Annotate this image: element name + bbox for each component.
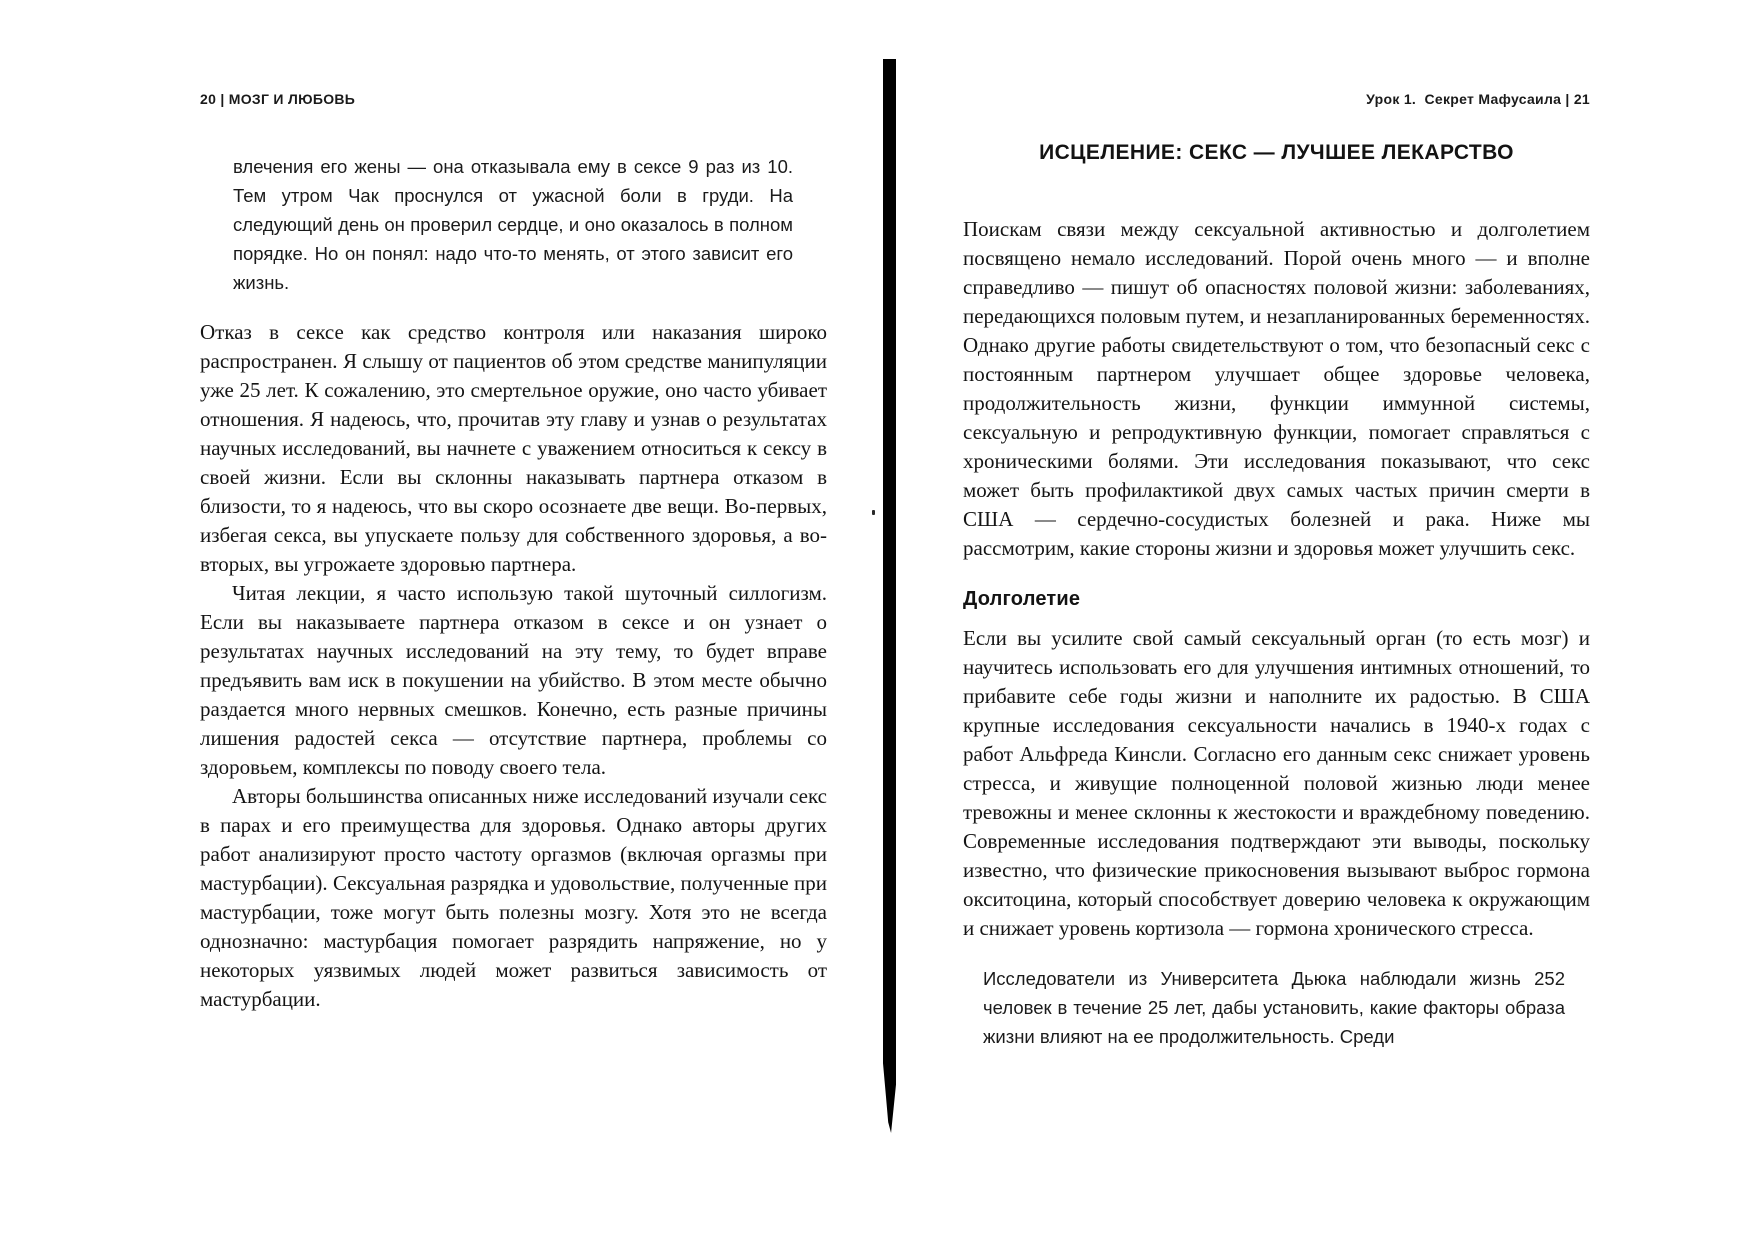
- left-paragraph-2: Читая лекции, я часто использую такой шуточный силлогизм. Если вы наказываете партнера отказом в сексе и он узнает о результатах научных исследований на эту тему, то будет вправе предъявить вам иск в покушении на убийство. В этом месте обычно раздается много нервных смешков. Конечно, есть разные причины лишения радостей секса — отсутствие партнера, проблемы со здоровьем, комплексы по поводу своего тела.: [200, 581, 827, 779]
- right-running-head: Урок 1. Секрет Мафусаила | 21: [1366, 91, 1590, 107]
- scan-speck: [872, 510, 875, 515]
- left-anecdote-block: влечения его жены — она отказывала ему в сексе 9 раз из 10. Тем утром Чак проснулся от ужасной боли в груди. На следующий день он проверил сердце, и оно оказалось в полном порядке. Но он понял: надо что-то менять, от этого зависит его жизнь.: [233, 156, 793, 293]
- chapter-section-title: ИСЦЕЛЕНИЕ: СЕКС — ЛУЧШЕЕ ЛЕКАРСТВО: [1039, 141, 1514, 164]
- subheading-longevity: Долголетие: [963, 588, 1081, 610]
- duke-study-block: Исследователи из Университета Дьюка наблюдали жизнь 252 человек в течение 25 лет, дабы установить, какие факторы образа жизни влияют на ее продолжительность. Среди: [983, 968, 1565, 1047]
- page-gutter-shadow: [883, 59, 896, 1133]
- left-paragraph-1: Отказ в сексе как средство контроля или наказания широко распространен. Я слышу от пациентов об этом средстве манипуляции уже 25 лет. К сожалению, это смертельное оружие, оно часто убивает отношения. Я надеюсь, что, прочитав эту главу и узнав о результатах научных исследований, вы начнете с уважением относиться к сексу в своей жизни. Если вы склонны наказывать партнера отказом в близости, то я надеюсь, что вы скоро осознаете две вещи. Во-первых, избегая секса, вы упускаете пользу для собственного здоровья, а во-вторых, вы угрожаете здоровью партнера.: [200, 320, 827, 576]
- right-intro-paragraph: Поискам связи между сексуальной активностью и долголетием посвящено немало исследований. Порой очень много — и вполне справедливо — пишут об опасностях половой жизни: заболеваниях, передающихся половым путем, и незапланированных беременностях. Однако другие работы свидетельствуют о том, что безопасный секс с постоянным партнером улучшает общее здоровье человека, продолжительность жизни, функции иммунной системы, сексуальную и репродуктивную функции, помогает справляться с хроническими болями. Эти исследования показывают, что секс может быть профилактикой двух самых частых причин смерти в США — сердечно-сосудистых болезней и рака. Ниже мы рассмотрим, какие стороны жизни и здоровья может улучшить секс.: [963, 217, 1590, 560]
- right-page: [963, 90, 1590, 1051]
- left-paragraph-3: Авторы большинства описанных ниже исследований изучали секс в парах и его преимущества для здоровья. Однако авторы других работ анализируют просто частоту оргазмов (включая оргазмы при мастурбации). Сексуальная разрядка и удовольствие, полученные при мастурбации, тоже могут быть полезны мозгу. Хотя это не всегда однозначно: мастурбация помогает разрядить напряжение, но у некоторых уязвимых людей может развиться зависимость от мастурбации.: [200, 784, 827, 1011]
- right-longevity-paragraph: Если вы усилите свой самый сексуальный орган (то есть мозг) и научитесь использовать его для улучшения интимных отношений, то прибавите себе годы жизни и наполните их радостью. В США крупные исследования сексуальности начались в 1940-х годах с работ Альфреда Кинсли. Согласно его данным секс снижает уровень стресса, и живущие полноценной половой жизнью люди менее тревожны и менее склонны к жестокости и враждебному поведению. Современные исследования подтверждают эти выводы, поскольку известно, что физические прикосновения вызывают выброс гормона окситоцина, который способствует доверию человека к окружающим и снижает уровень кортизола — гормона хронического стресса.: [963, 626, 1590, 940]
- left-running-head: 20 | МОЗГ И ЛЮБОВЬ: [200, 91, 356, 107]
- left-page: [200, 90, 827, 1014]
